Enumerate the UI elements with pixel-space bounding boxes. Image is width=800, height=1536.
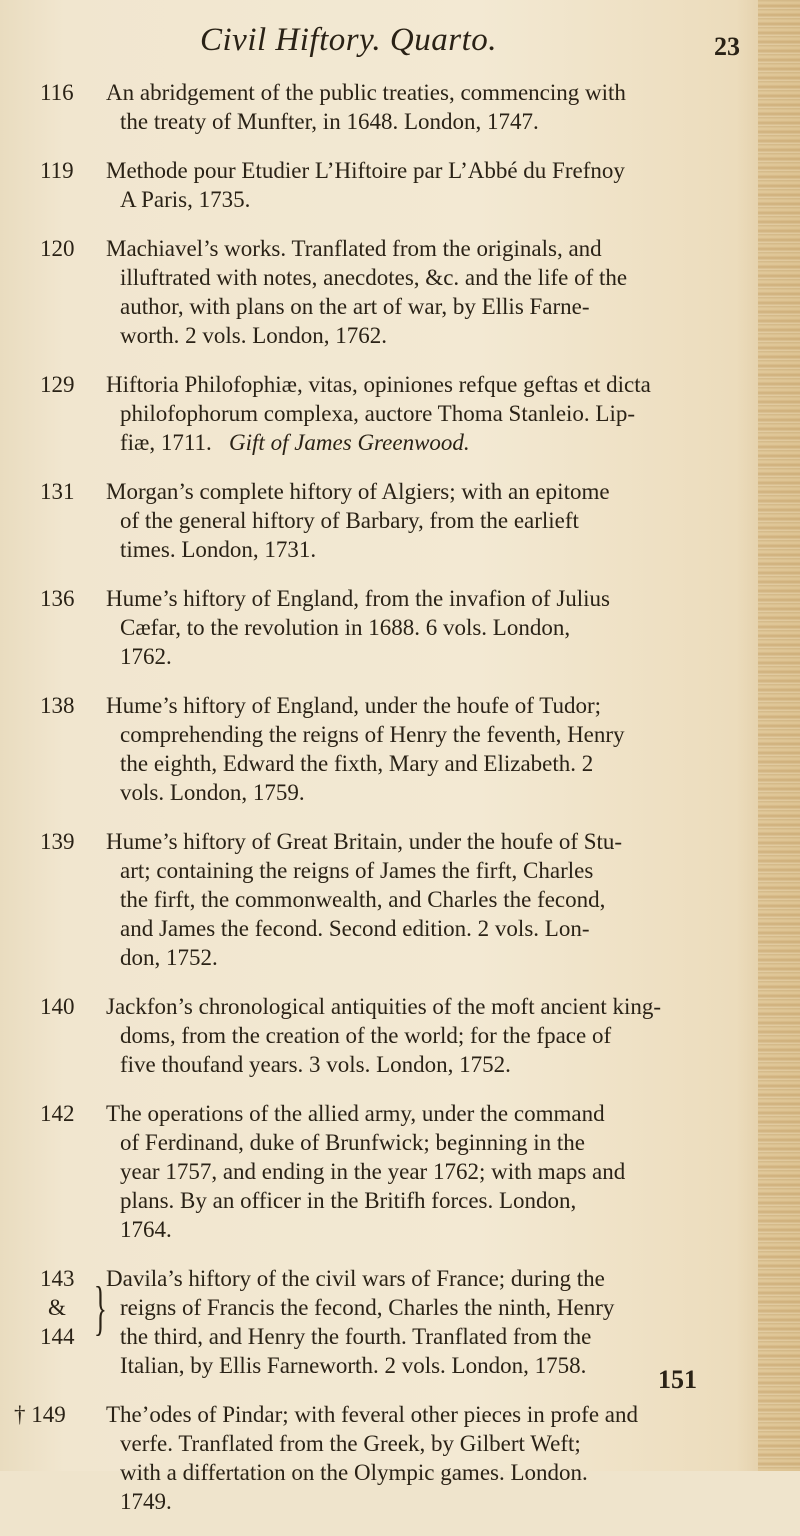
entry-number: 139: [40, 829, 75, 854]
entry-line: Hume’s hiftory of Great Britain, under the houfe of Stu-: [106, 829, 623, 854]
gift-note: Gift of James Greenwood.: [229, 430, 470, 455]
entry-line: Hume’s hiftory of England, from the invafion of Julius: [106, 586, 611, 611]
catalogue-entry: [40, 78, 740, 136]
entry-line: Cæfar, to the revolution in 1688. 6 vols. London,: [120, 615, 571, 640]
entry-line: Italian, by Ellis Farneworth. 2 vols. London, 1758.: [120, 1353, 587, 1378]
entry-line: Morgan’s complete hiftory of Algiers; with an epitome: [106, 479, 610, 504]
catalogue-entry: [40, 370, 740, 457]
catalogue-entry: [40, 156, 740, 214]
entry-line: worth. 2 vols. London, 1762.: [120, 323, 388, 348]
catalogue-entry: [40, 584, 740, 671]
entry-line: The’odes of Pindar; with feveral other pieces in profe and: [106, 1402, 638, 1427]
entry-line: plans. By an officer in the Britifh forces. London,: [120, 1188, 577, 1213]
entry-line: verfe. Tranflated from the Greek, by Gilbert Weft;: [120, 1431, 581, 1456]
entry-line: the firft, the commonwealth, and Charles the fecond,: [120, 887, 606, 912]
entry-line: of the general hiftory of Barbary, from the earlieft: [120, 508, 579, 533]
catalogue-entry-grouped: [40, 1264, 740, 1380]
running-title: Civil Hiftory. Quarto.: [200, 22, 498, 58]
entry-number: 142: [40, 1101, 75, 1126]
entry-line: the eighth, Edward the fixth, Mary and Elizabeth. 2: [120, 751, 594, 776]
entry-number: 144: [40, 1324, 75, 1349]
catchword: 151: [658, 1365, 697, 1394]
entry-line: the third, and Henry the fourth. Tranflated from the: [120, 1324, 592, 1349]
entry-line: the treaty of Munfter, in 1648. London, 1747.: [120, 109, 539, 134]
entry-number: 129: [40, 372, 75, 397]
catalogue-entries: [14, 78, 740, 1536]
entry-line: with a differtation on the Olympic games. London.: [120, 1460, 588, 1485]
entry-line: illuftrated with notes, anecdotes, &c. and the life of the: [120, 265, 628, 290]
entry-line: The operations of the allied army, under the command: [106, 1101, 605, 1126]
page-edge: [758, 0, 800, 1471]
entry-number: 119: [40, 158, 74, 183]
entry-line: Davila’s hiftory of the civil wars of France; during the: [106, 1266, 605, 1291]
brace-icon: }: [93, 1275, 107, 1341]
entry-line: 1762.: [120, 644, 172, 669]
entry-line: comprehending the reigns of Henry the feventh, Henry: [120, 722, 625, 747]
entry-line: reigns of Francis the fecond, Charles the ninth, Henry: [120, 1295, 615, 1320]
entry-number: 138: [40, 693, 75, 718]
entry-number: 140: [40, 994, 75, 1019]
catalogue-entry: [40, 992, 740, 1079]
entry-line: and James the fecond. Second edition. 2 vols. Lon-: [120, 916, 590, 941]
entry-number: 131: [40, 479, 75, 504]
entry-line: Hume’s hiftory of England, under the houfe of Tudor;: [106, 693, 602, 718]
catalogue-entry: [40, 827, 740, 972]
entry-number: 116: [40, 80, 74, 105]
entry-line: author, with plans on the art of war, by Ellis Farne-: [120, 294, 590, 319]
entry-line: five thoufand years. 3 vols. London, 1752.: [120, 1052, 511, 1077]
entry-number: 143: [40, 1266, 75, 1291]
catalogue-entry: [14, 1400, 740, 1516]
entry-number-group: [40, 1264, 102, 1351]
entry-line: An abridgement of the public treaties, commencing with: [106, 80, 626, 105]
entry-line: [40, 428, 740, 457]
entry-number-conjunction: &: [48, 1295, 66, 1320]
page-header: [0, 14, 760, 74]
catalogue-entry: [40, 477, 740, 564]
entry-line: A Paris, 1735.: [120, 187, 251, 212]
entry-text: fiæ, 1711.: [120, 430, 212, 455]
entry-line: Jackfon’s chronological antiquities of the moft ancient king-: [106, 994, 662, 1019]
entry-number: 136: [40, 586, 75, 611]
entry-line: year 1757, and ending in the year 1762; with maps and: [120, 1159, 626, 1184]
page-number: 23: [714, 32, 740, 61]
entry-line: 1764.: [120, 1217, 172, 1242]
entry-line: don, 1752.: [120, 945, 218, 970]
catalogue-entry: [40, 234, 740, 350]
entry-line: Machiavel’s works. Tranflated from the originals, and: [106, 236, 602, 261]
entry-line: times. London, 1731.: [120, 537, 317, 562]
entry-line: art; containing the reigns of James the firft, Charles: [120, 858, 594, 883]
entry-line: vols. London, 1759.: [120, 780, 305, 805]
catalogue-entry: [40, 1099, 740, 1244]
entry-line: Methode pour Etudier L’Hiftoire par L’Abbé du Frefnoy: [106, 158, 625, 183]
entry-line: of Ferdinand, duke of Brunfwick; beginning in the: [120, 1130, 586, 1155]
entry-line: philofophorum complexa, auctore Thoma Stanleio. Lip-: [120, 401, 636, 426]
entry-line: Hiftoria Philofophiæ, vitas, opiniones refque geftas et dicta: [106, 372, 651, 397]
catalogue-entry: [40, 691, 740, 807]
entry-line: 1749.: [120, 1489, 172, 1514]
entry-line: doms, from the creation of the world; for the fpace of: [120, 1023, 612, 1048]
entry-number: 120: [40, 236, 75, 261]
entry-number: † 149: [14, 1402, 66, 1427]
